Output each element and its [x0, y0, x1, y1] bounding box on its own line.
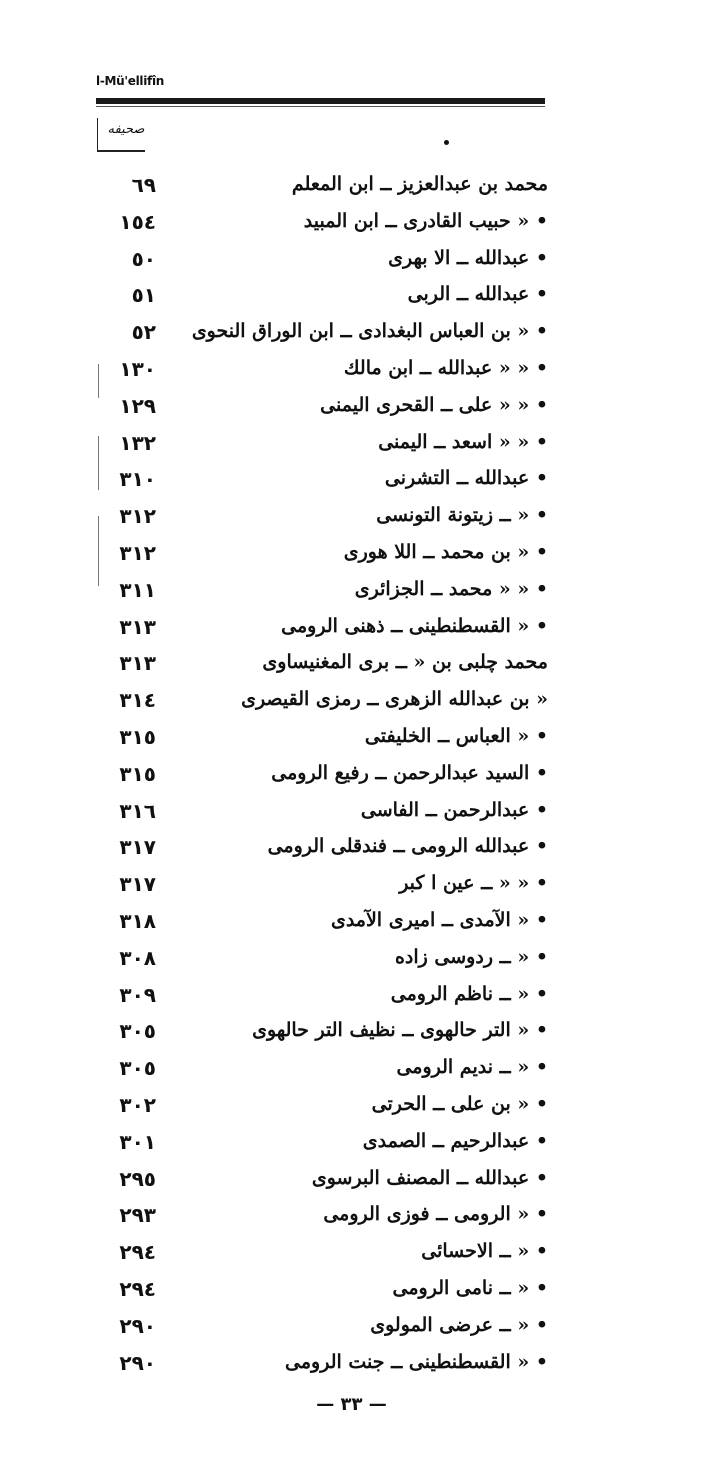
entry-text: محمد بن عبدالعزيز ــ ابن المعلم: [291, 173, 548, 195]
entry-text: • عبدالرحيم ــ الصمدى: [362, 1129, 548, 1152]
entry-text: • السيد عبدالرحمن ــ رفيع الرومى: [271, 761, 548, 784]
index-row: [0, 244, 703, 274]
index-row: [0, 1348, 703, 1378]
page-number: ١٣٢: [119, 430, 156, 455]
page-number: ٣١٢: [119, 541, 156, 565]
index-row: [0, 1274, 703, 1304]
page-number: ٣١٤: [119, 688, 156, 713]
entry-text: • « القسطنطينى ــ جنت الرومى: [285, 1350, 548, 1373]
index-row: [0, 575, 703, 605]
index-row: [0, 464, 703, 494]
page-number: ١٢٩: [119, 393, 156, 418]
page-number: ٣٠١: [119, 1129, 156, 1154]
page-number: ٢٩٤: [119, 1277, 156, 1301]
entry-text: • « بن على ــ الحرتى: [371, 1093, 548, 1115]
page-number: ٣١٨: [119, 909, 156, 933]
entry-text: • « ــ عرضى المولوى: [370, 1313, 548, 1336]
index-row: [0, 1164, 703, 1194]
entry-text: • عبدالله الرومى ــ فندقلى الرومى: [267, 835, 548, 858]
index-row: [0, 538, 703, 568]
index-row: [0, 1200, 703, 1230]
index-row: [0, 685, 703, 715]
index-row: [0, 722, 703, 752]
page-number: ٣١٧: [119, 872, 156, 897]
index-row: [0, 428, 703, 458]
page-column-header: صحيفه: [107, 122, 145, 137]
entry-text: • عبدالله ــ التشرنى: [384, 467, 548, 490]
index-row: [0, 1053, 703, 1083]
entry-text: • « ــ ردوسى زاده: [394, 945, 548, 968]
entry-text: • « ــ زيتونة التونسى: [376, 504, 548, 527]
index-row: [0, 1090, 703, 1120]
entry-text: • « الرومى ــ فوزى الرومى: [323, 1203, 548, 1226]
page-number: ٥٢: [131, 320, 156, 345]
entry-text: • « القسطنطينى ــ ذهنى الرومى: [281, 614, 548, 637]
page-number-footer: — ٣٣ —: [316, 1394, 387, 1415]
index-row: [0, 612, 703, 642]
entry-text: • « بن العباس البغدادى ــ ابن الوراق النحوى: [191, 320, 548, 343]
page-number: ٣١٥: [119, 761, 156, 786]
entry-text: • عبدالله ــ الا بهرى: [388, 246, 548, 269]
entry-text: • « العباس ــ الخليفتى: [364, 725, 548, 747]
index-row: [0, 354, 703, 384]
entry-text: • عبدالله ــ الربى: [407, 283, 548, 306]
entry-text: محمد چلبى بن « ــ برى المغنيساوى: [262, 651, 548, 674]
entry-text: • « « محمد ــ الجزائرى: [354, 577, 548, 600]
entry-text: • « ــ ناظم الرومى: [390, 982, 548, 1005]
index-row: [0, 759, 703, 789]
page-number: ٢٩٣: [119, 1203, 156, 1228]
page-number: ٣٠٢: [119, 1093, 156, 1117]
entry-text: • عبدالله ــ المصنف البرسوى: [311, 1166, 548, 1189]
page-number: ٣١٧: [119, 835, 156, 860]
page-number: ٣١٢: [119, 504, 156, 529]
page-number: ٣٠٥: [119, 1019, 156, 1044]
entry-text: • « الآمدى ــ اميرى الآمدى: [330, 909, 548, 931]
entry-text: • « ــ نديم الرومى: [396, 1056, 548, 1079]
index-row: [0, 906, 703, 936]
page-number: ٢٩٤: [119, 1240, 156, 1265]
index-row: [0, 1127, 703, 1157]
page-number: ٣١٦: [119, 798, 156, 823]
entry-text: • « ــ الاحسائى: [421, 1240, 548, 1263]
entry-text: • « « اسعد ــ اليمنى: [378, 430, 548, 453]
index-row: [0, 170, 703, 200]
index-row: [0, 1311, 703, 1341]
page-number: ١٥٤: [119, 209, 156, 234]
index-row: [0, 1016, 703, 1046]
entry-text: • « حبيب القادرى ــ ابن المبيد: [303, 209, 548, 232]
page-number: ٣١٠: [119, 467, 156, 492]
page-number: ٥١: [131, 283, 156, 308]
page-number: ٣١٥: [119, 725, 156, 749]
index-row: [0, 207, 703, 237]
entry-text: « بن عبدالله الزهرى ــ رمزى القيصرى: [241, 688, 548, 711]
index-row: [0, 943, 703, 973]
index-row: [0, 869, 703, 899]
index-row: [0, 980, 703, 1010]
page-number: ٣١٣: [119, 651, 156, 676]
index-row: [0, 280, 703, 310]
entry-text: • « « على ــ القحرى اليمنى: [320, 393, 548, 416]
page-number: ٢٩٥: [119, 1166, 156, 1191]
index-row: [0, 317, 703, 347]
entry-text: • « « ــ عين ا كبر: [399, 872, 548, 895]
entry-text: • عبدالرحمن ــ الفاسى: [360, 798, 548, 821]
page-number: ٦٩: [131, 173, 156, 197]
page-number: ١٣٠: [119, 357, 156, 381]
page-number: ٣١١: [119, 577, 156, 602]
index-row: [0, 1237, 703, 1267]
entry-text: • « ــ نامى الرومى: [392, 1277, 548, 1299]
entry-text: • « التر حالهوى ــ نظيف التر حالهوى: [252, 1019, 548, 1042]
index-row: [0, 501, 703, 531]
page-number: ٣٠٥: [119, 1056, 156, 1081]
page-number: ٢٩٠: [119, 1313, 156, 1338]
entry-text: • « « عبدالله ــ ابن مالك: [343, 357, 548, 379]
index-row: [0, 796, 703, 826]
index-row: [0, 391, 703, 421]
running-header: l-Mü'ellifîn: [96, 74, 165, 88]
page-number: ٢٩٠: [119, 1350, 156, 1375]
index-row: [0, 832, 703, 862]
entry-text: • « بن محمد ــ اللا هورى: [343, 541, 548, 563]
page-number: ٥٠: [131, 246, 156, 271]
page-number: ٣١٣: [119, 614, 156, 639]
page-number: ٣٠٩: [119, 982, 156, 1007]
index-row: [0, 648, 703, 678]
page-number: ٣٠٨: [119, 945, 156, 970]
